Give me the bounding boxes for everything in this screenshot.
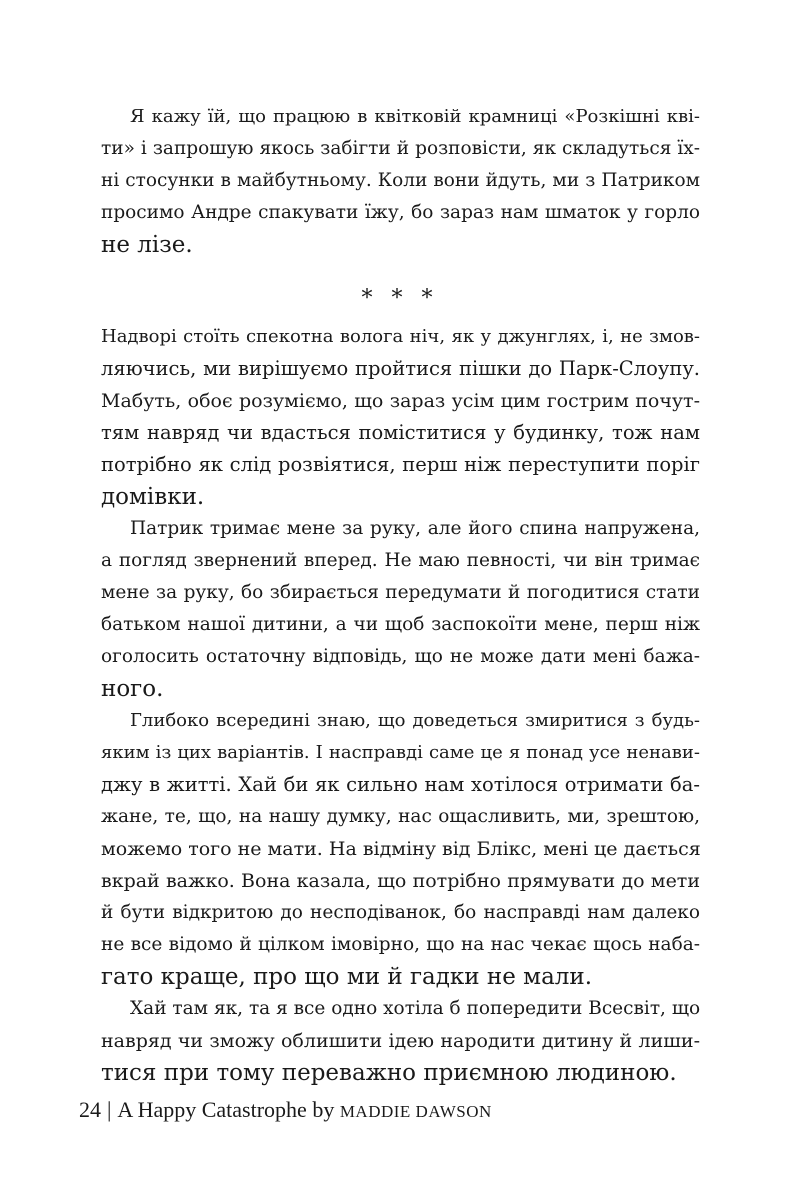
paragraph-4-line-2: яким із цих варіантів. І насправді саме це я понад усе ненави-	[101, 742, 700, 763]
paragraph-3-line-6: ного.	[101, 676, 164, 702]
footer-divider: |	[107, 1097, 112, 1122]
paragraph-4-line-5: можемо того не мати. На відміну від Блікс, мені це дається	[101, 838, 701, 860]
paragraph-1-line-2: ти» і запрошую якось забігти й розповісти, як складуться їх-	[101, 138, 700, 159]
paragraph-4-line-8: не все відомо й цілком імовірно, що на нас чекає щось наба-	[101, 934, 700, 955]
paragraph-1-line-4: просимо Андре спакувати їжу, бо зараз нам шматок у горло	[101, 202, 700, 223]
paragraph-5-line-3: тися при тому переважно приємною людиною.	[101, 1060, 677, 1086]
paragraph-2-line-1: Надворі стоїть спекотна волога ніч, як у джунглях, і, не змов-	[101, 326, 700, 347]
page-footer	[79, 1096, 492, 1126]
section-separator: * * *	[361, 286, 439, 311]
paragraph-2-line-5: потрібно як слід розвіятися, перш ніж переступити поріг	[101, 453, 700, 476]
paragraph-3-line-3: мене за руку, бо збирається передумати й погодитися стати	[101, 582, 700, 603]
paragraph-3-line-1: Патрик тримає мене за руку, але його спина напружена,	[130, 518, 700, 539]
book-title: A Happy Catastrophe	[117, 1097, 307, 1122]
paragraph-4-line-6: вкрай важко. Вона казала, що потрібно прямувати до мети	[101, 870, 700, 892]
paragraph-1-line-5: не лізе.	[101, 232, 193, 258]
page-number: 24	[79, 1097, 101, 1122]
paragraph-1-line-3: ні стосунки в майбутньому. Коли вони йдуть, ми з Патриком	[101, 170, 700, 191]
paragraph-4-line-9: гато краще, про що ми й гадки не мали.	[101, 964, 593, 990]
paragraph-3-line-5: оголосить остаточну відповідь, що не може дати мені бажа-	[101, 646, 700, 667]
paragraph-2-line-4: тям навряд чи вдасться поміститися у будинку, тож нам	[101, 421, 700, 444]
paragraph-4-line-3: джу в житті. Хай би як сильно нам хотілося отримати ба-	[101, 773, 700, 796]
paragraph-4-line-4: жане, те, що, на нашу думку, нас ощасливить, ми, зрештою,	[101, 806, 700, 827]
paragraph-2-line-2: ляючись, ми вирішуємо пройтися пішки до Парк-Слоупу.	[101, 357, 700, 380]
paragraph-4-line-1: Глибоко всередині знаю, що доведеться змиритися з будь-	[130, 710, 700, 731]
paragraph-1-line-1: Я кажу їй, що працюю в квітковій крамниці «Розкішні кві-	[130, 106, 700, 127]
paragraph-5-line-1: Хай там як, та я все одно хотіла б попередити Всесвіт, що	[130, 998, 701, 1019]
footer-by: by	[312, 1097, 335, 1122]
paragraph-3-line-2: а погляд звернений вперед. Не маю певності, чи він тримає	[101, 550, 700, 571]
paragraph-2-line-6: домівки.	[101, 484, 205, 510]
paragraph-5-line-2: навряд чи зможу облишити ідею народити дитину й лиши-	[101, 1030, 700, 1052]
paragraph-4-line-7: й бути відкритою до несподіванок, бо насправді нам далеко	[101, 902, 700, 923]
paragraph-2-line-3: Мабуть, обоє розуміємо, що зараз усім цим гострим почут-	[101, 390, 700, 412]
author-name: MADDIE DAWSON	[339, 1102, 492, 1121]
paragraph-3-line-4: батьком нашої дитини, а чи щоб заспокоїти мене, перш ніж	[101, 614, 700, 635]
